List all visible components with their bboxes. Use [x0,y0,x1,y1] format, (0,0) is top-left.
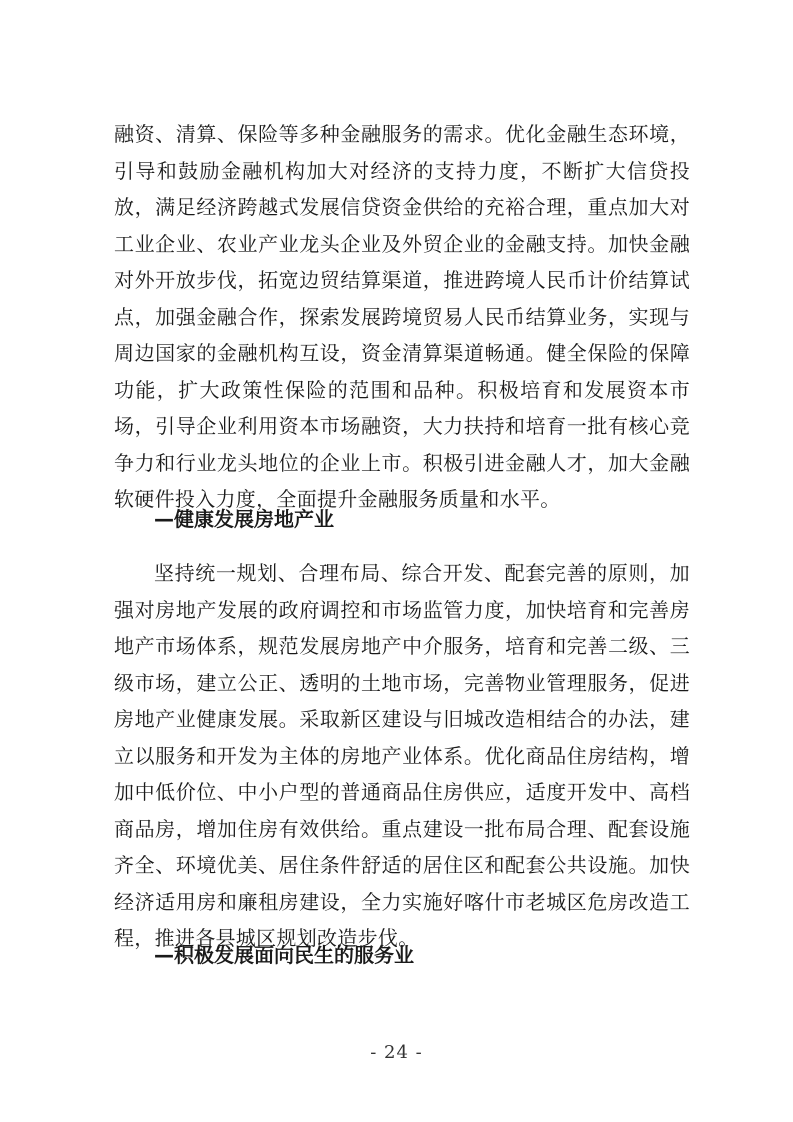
section-heading-livelihood-services: —积极发展面向民生的服务业 [154,943,414,967]
paragraph-real-estate: 坚持统一规划、合理布局、综合开发、配套完善的原则，加强对房地产发展的政府调控和市场监管力度，加快培育和完善房地产市场体系，规范发展房地产中介服务，培育和完善二级、三级市场，建立公正、透明的土地市场，完善物业管理服务，促进房地产业健康发展。采取新区建设与旧城改造相结合的办法，建立以服务和开发为主体的房地产业体系。优化商品住房结构，增加中低价位、中小户型的普通商品住房供应，适度开发中、高档商品房，增加住房有效供给。重点建设一批布局合理、配套设施齐全、环境优美、居住条件舒适的居住区和配套公共设施。加快经济适用房和廉租房建设，全力实施好喀什市老城区危房改造工程，推进各县城区规划改造步伐。 [114,561,690,950]
paragraph-finance: 融资、清算、保险等多种金融服务的需求。优化金融生态环境，引导和鼓励金融机构加大对经济的支持力度，不断扩大信贷投放，满足经济跨越式发展信贷资金供给的充裕合理，重点加大对工业企业、农业产业龙头企业及外贸企业的金融支持。加快金融对外开放步伐，拓宽边贸结算渠道，推进跨境人民币计价结算试点，加强金融合作，探索发展跨境贸易人民币结算业务，实现与周边国家的金融机构互设，资金清算渠道畅通。健全保险的保障功能，扩大政策性保险的范围和品种。积极培育和发展资本市场，引导企业利用资本市场融资，大力扶持和培育一批有核心竞争力和行业龙头地位的企业上市。积极引进金融人才，加大金融软硬件投入力度，全面提升金融服务质量和水平。 [114,122,690,511]
page-number: - 24 - [370,1042,423,1063]
section-heading-real-estate: —健康发展房地产业 [154,507,334,531]
